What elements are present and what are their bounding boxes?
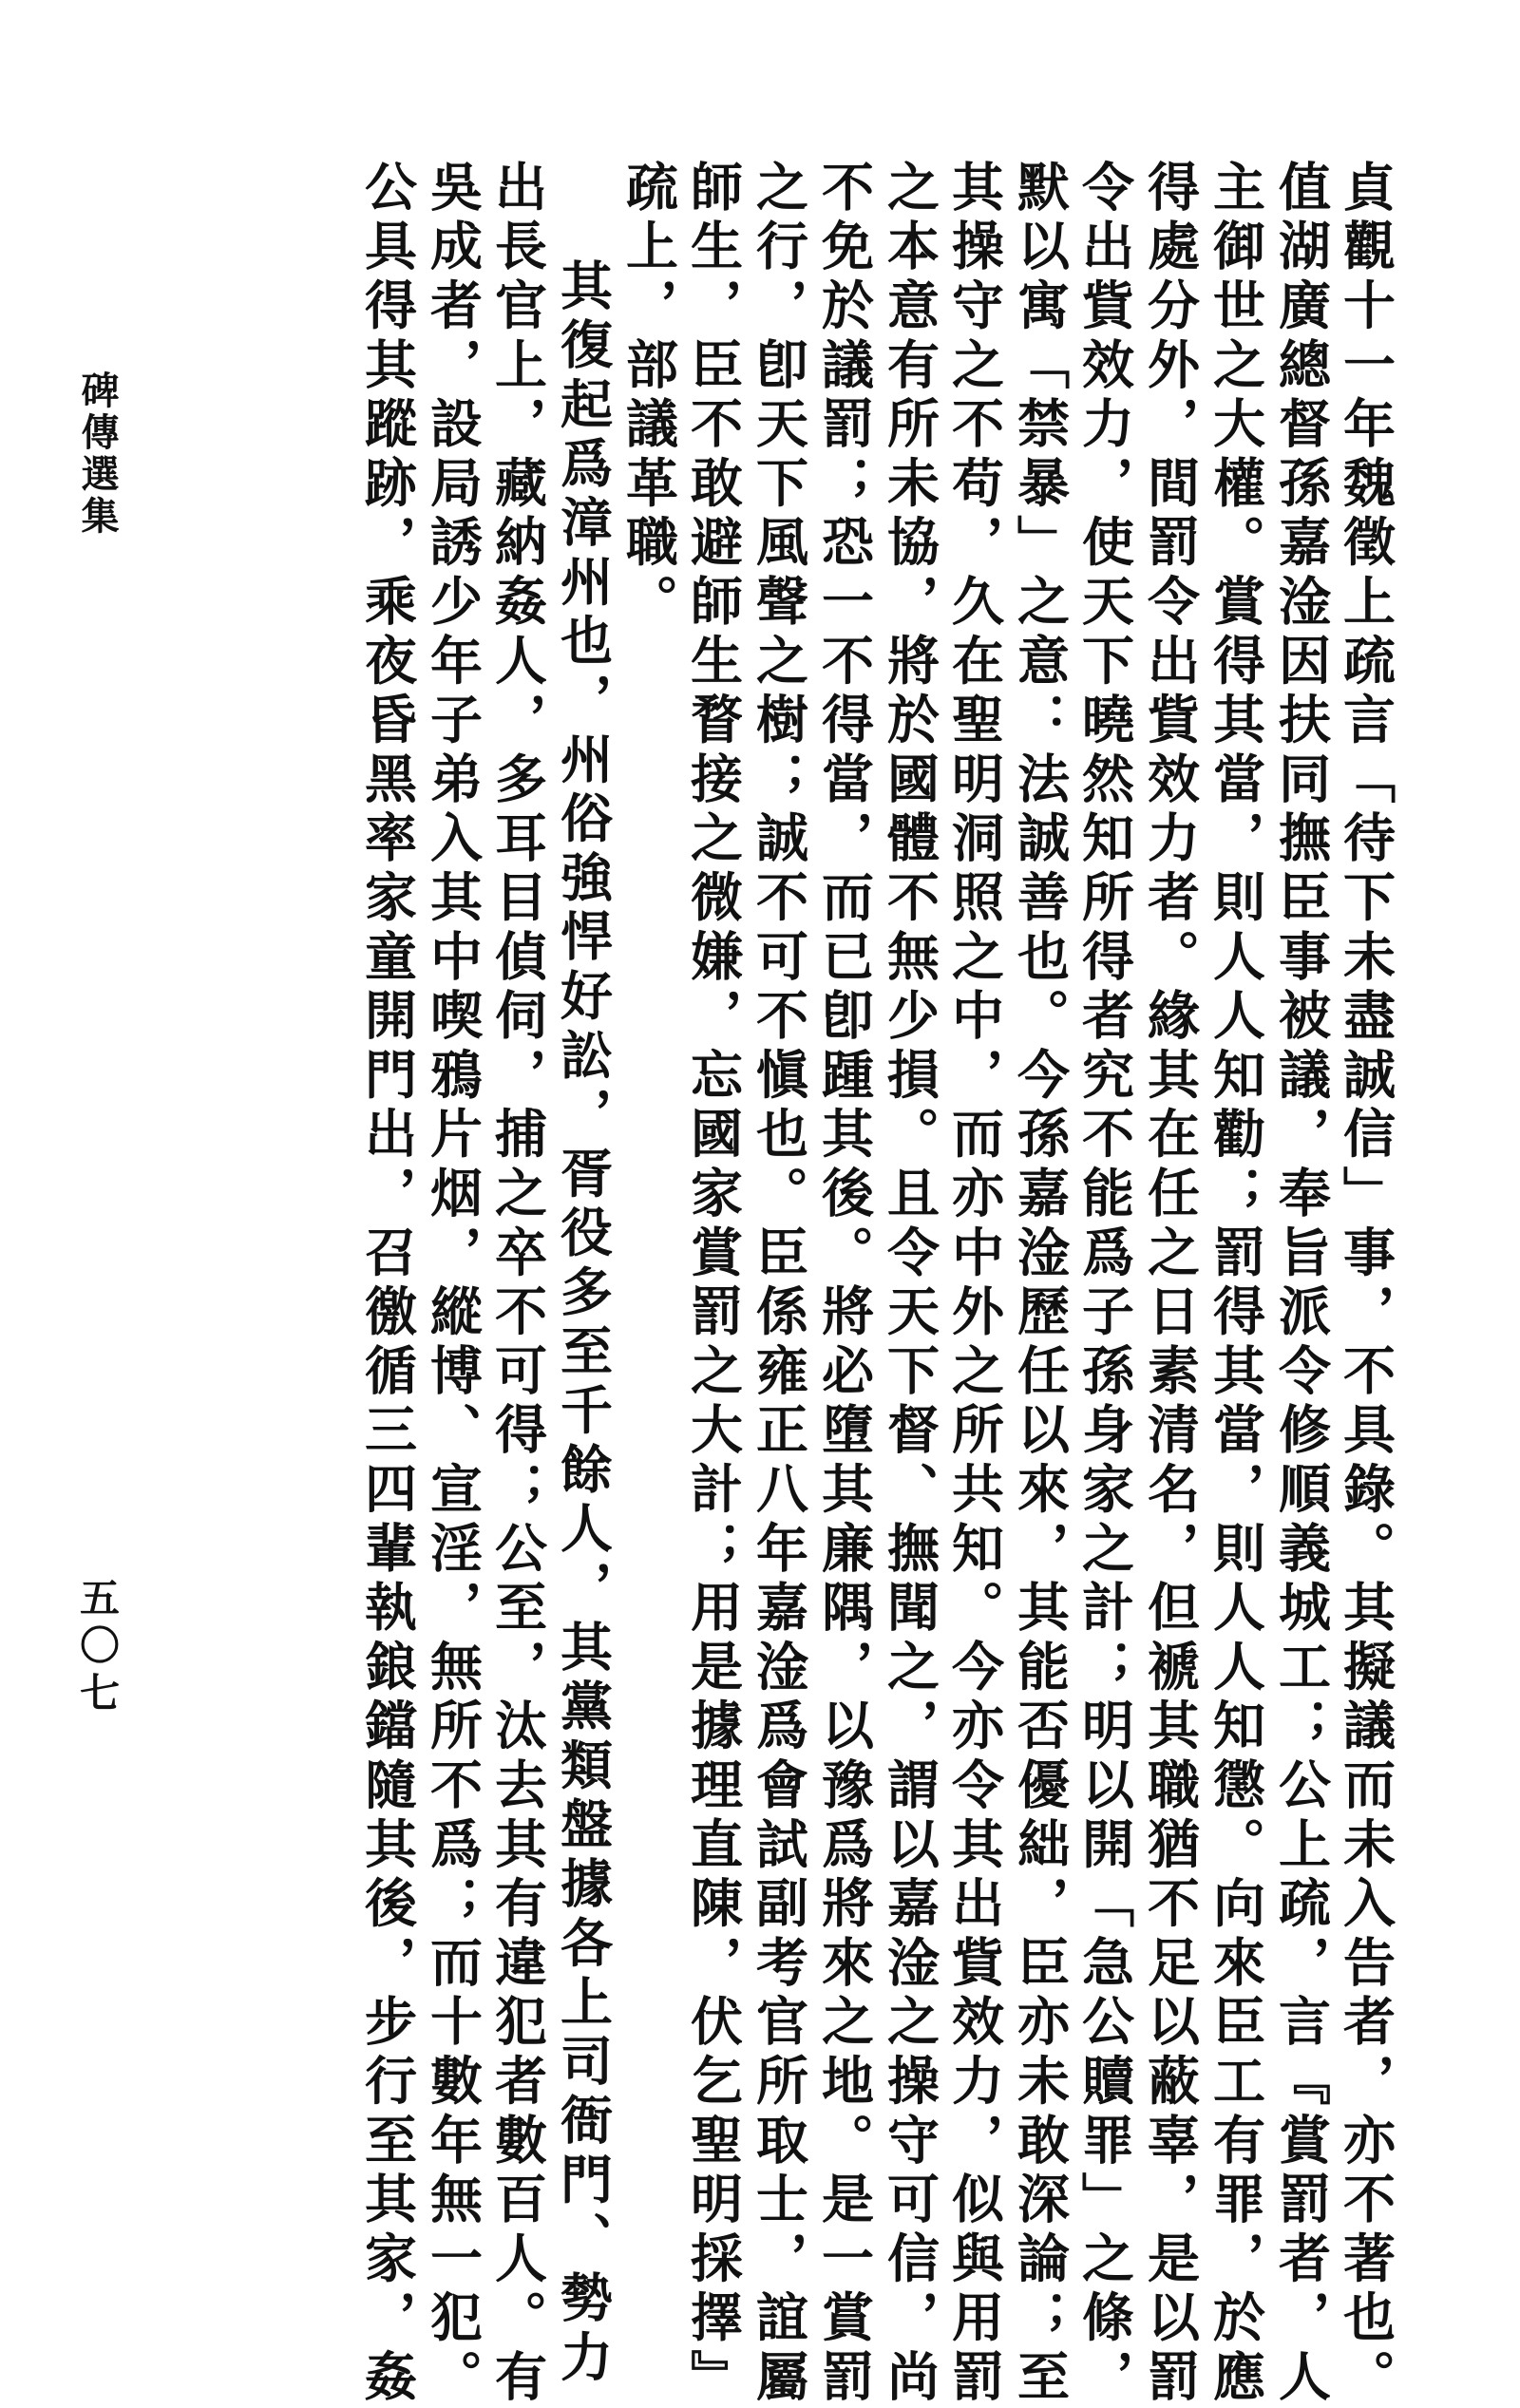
text-column-4: 得處分外，間罰令出貲效力者。緣其在任之日素清名，但褫其職猶不足以蔽辜，是以罰 [1139, 160, 1201, 2408]
text-column-11: 師生，臣不敢避師生瞀接之微嫌，忘國家賞罰之大計；用是據理直陳，伏乞聖明採擇』 [682, 160, 744, 2408]
text-column-5: 令出貲效力，使天下曉然知所得者究不能爲子孫身家之計；明以開「急公贖罪」之條， [1074, 160, 1135, 2408]
text-column-13: 其復起爲漳州也，州俗強悍好訟，胥役多至千餘人，其黨類盤據各上司衙門、勢力 [552, 258, 614, 2389]
text-column-14: 出長官上，藏納姦人，多耳目偵伺，捕之卒不可得；公至，汰去其有違犯者數百人。有 [486, 160, 548, 2408]
text-column-6: 默以寓「禁暴」之意：法誠善也。今孫嘉淦歷任以來，其能否優絀，臣亦未敢深論；至 [1009, 160, 1071, 2408]
text-column-15: 吳成者，設局誘少年子弟入其中喫鴉片烟，縱博、宣淫，無所不爲；而十數年無一犯。 [422, 160, 484, 2408]
text-column-10: 之行，卽天下風聲之樹；誠不可不愼也。臣係雍正八年嘉淦爲會試副考官所取士，誼屬 [748, 160, 809, 2408]
page-number: 五〇七 [74, 1577, 121, 1719]
text-column-16: 公具得其蹤跡，乘夜昏黑率家童開門出，召徼循三四輩執鋃鐺隨其後，步行至其家，姦 [356, 160, 418, 2408]
running-header-title: 碑傳選集 [75, 370, 120, 538]
text-column-9: 不免於議罰；恐一不得當，而已卽踵其後。將必墮其廉隅，以豫爲將來之地。是一賞罰 [813, 160, 875, 2408]
text-column-8: 之本意有所未協，將於國體不無少損。且令天下督、撫聞之，謂以嘉淦之操守可信，尚 [879, 160, 940, 2408]
text-column-3: 主御世之大權。賞得其當，則人人知勸；罰得其當，則人人知懲。向來臣工有罪，於應 [1205, 160, 1266, 2408]
text-column-12: 疏上，部議革職。 [618, 160, 679, 634]
text-column-2: 值湖廣總督孫嘉淦因扶同撫臣事被議，奉旨派令修順義城工；公上疏，言『賞罰者，人 [1270, 160, 1332, 2408]
text-column-1: 貞觀十一年魏徵上疏言「待下未盡誠信」事，不具錄。其擬議而未入告者，亦不著也。 [1335, 160, 1396, 2408]
text-column-7: 其操守之不苟，久在聖明洞照之中，而亦中外之所共知。今亦令其出貲效力，似與用罰 [943, 160, 1005, 2408]
